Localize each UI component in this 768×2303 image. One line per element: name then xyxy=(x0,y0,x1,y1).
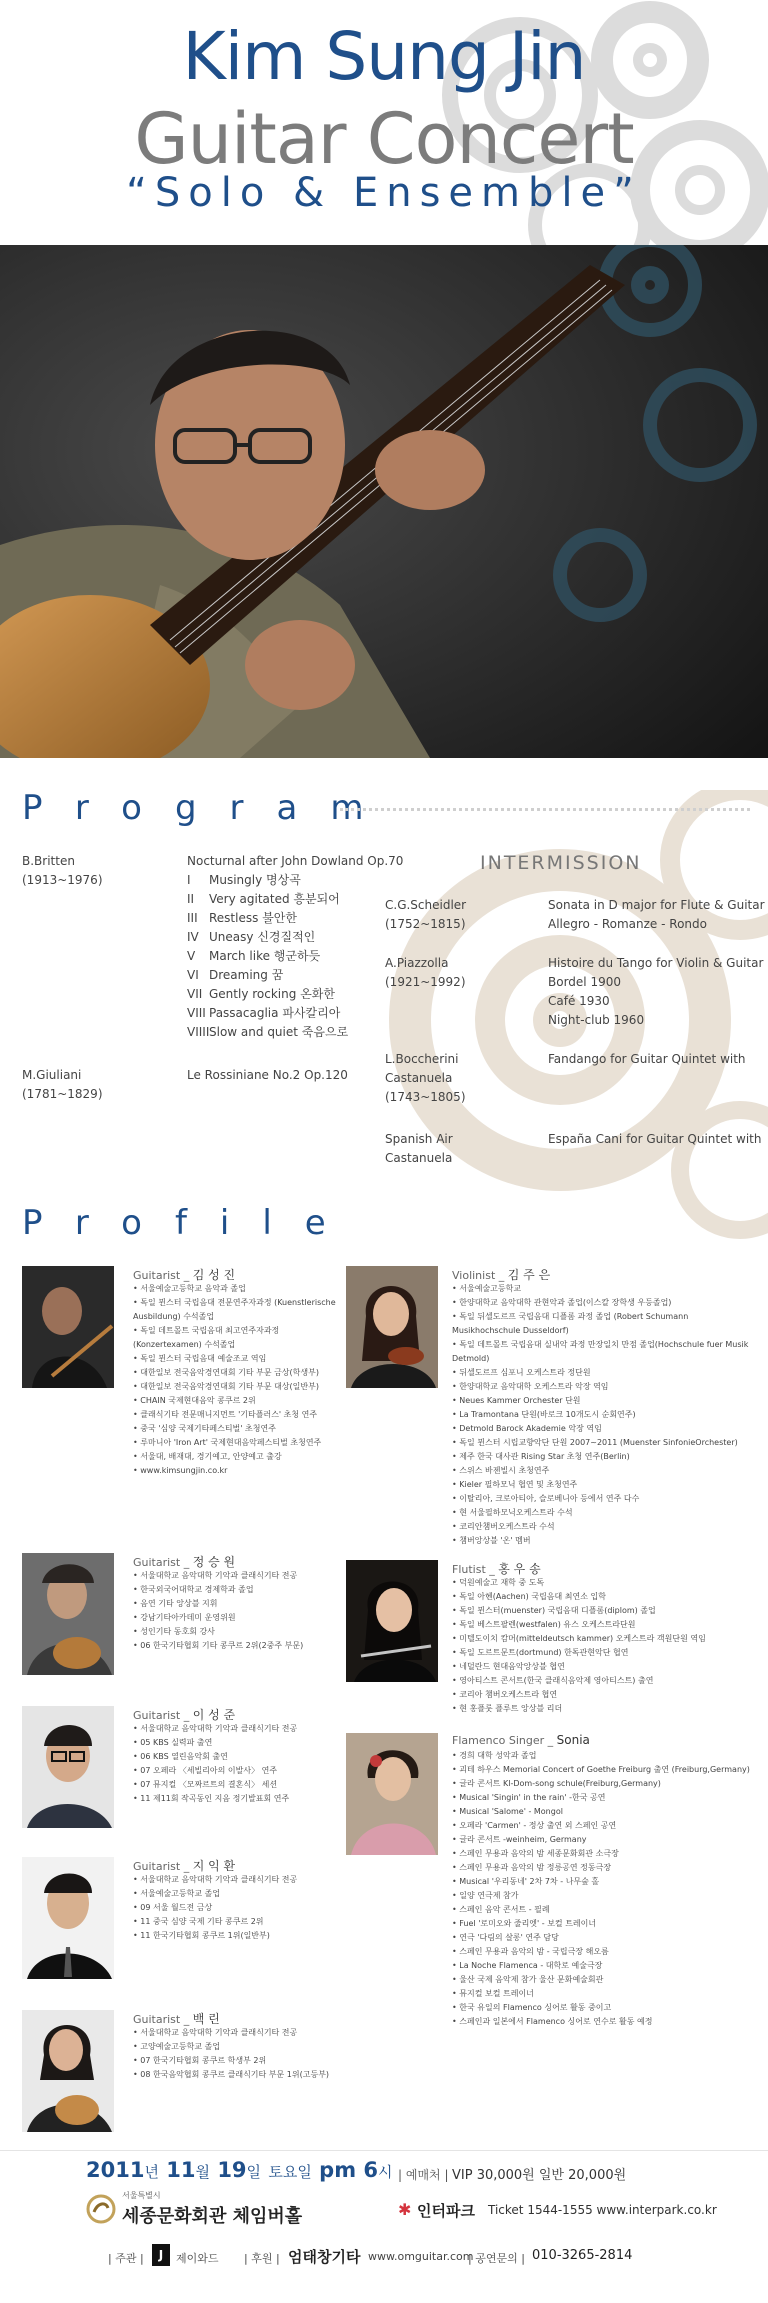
profile-name-baek-rin: Guitarist _ 백 린 xyxy=(133,2012,220,2026)
footer-divider xyxy=(0,2150,768,2152)
scheidler-work-movements: Allegro - Romanze - Rondo xyxy=(548,917,707,931)
profile-photo-jung-seungwon xyxy=(22,1553,114,1675)
profile-bio-ji-ikhwan: • 서울대학교 음악대학 기악과 클래식기타 전공 • 서울예술고등학교 졸업 • 09 서울 월드전 금상 • 11 중국 심양 국제 기타 콩쿠르 2위 • 11 한국기타협회 콩쿠르 1위(일반부) xyxy=(133,1873,343,1943)
profile-photo-hong-wusong xyxy=(346,1560,438,1682)
boccherini-work: Fandango for Guitar Quintet with xyxy=(548,1052,746,1066)
ticket-price: VIP 30,000원 일반 20,000원 xyxy=(452,2168,627,2183)
concert-title-type: Guitar Concert xyxy=(134,98,634,180)
movement-4: IV Uneasy 신경질적인 xyxy=(187,930,316,944)
profile-photo-baek-rin xyxy=(22,2010,114,2132)
spanish-air-work: España Cani for Guitar Quintet with xyxy=(548,1132,762,1146)
piazzolla-composer: A.Piazzolla xyxy=(385,956,449,970)
profile-photo-kim-jueun xyxy=(346,1266,438,1388)
scheidler-block xyxy=(385,896,466,934)
scheidler-work-title: Sonata in D major for Flute & Guitar xyxy=(548,898,765,912)
poster-header xyxy=(0,0,768,245)
piazzolla-mvt-1: Bordel 1900 xyxy=(548,975,621,989)
program-left xyxy=(22,852,103,890)
sponsor-url[interactable]: www.omguitar.com xyxy=(368,2250,474,2263)
performer-photo xyxy=(0,245,768,758)
movement-1: I Musingly 명상곡 xyxy=(187,873,301,887)
giuliani-composer: M.Giuliani xyxy=(22,1068,82,1082)
profile-photo-sonia xyxy=(346,1733,438,1855)
sponsor-label: | 후원 | xyxy=(244,2252,280,2265)
ticket-contact: Ticket 1544-1555 www.interpark.co.kr xyxy=(488,2203,717,2217)
britten-work-block xyxy=(187,852,403,1042)
scheidler-composer: C.G.Scheidler xyxy=(385,898,467,912)
profile-name-jung-seungwon: Guitarist _ 정 승 원 xyxy=(133,1555,236,1569)
britten-composer: B.Britten xyxy=(22,854,75,868)
giuliani-dates: (1781~1829) xyxy=(22,1087,103,1101)
boccherini-composer: L.Boccherini xyxy=(385,1052,459,1066)
movement-7: VII Gently rocking 온화한 xyxy=(187,987,335,1001)
piazzolla-mvt-3: Night-club 1960 xyxy=(548,1013,645,1027)
movement-2: II Very agitated 흥분되어 xyxy=(187,892,340,906)
profile-bio-lee-sungjun: • 서울대학교 음악대학 기악과 클래식기타 전공 • 05 KBS 실력파 출연 • 06 KBS 열린음악회 출연 • 07 오페라 〈세빌리아의 이발사〉 연주 • 07 뮤지컬 〈모짜르트의 결혼식〉 세션 • 11 제11회 작곡동인 지음 정기발표회 연주 xyxy=(133,1722,343,1806)
profile-bio-hong-wusong: • 덕원예술고 재학 중 도독 • 독일 아헨(Aachen) 국립음대 최연소 입학 • 독일 뮌스터(muenster) 국립음대 디플롬(diplom) 졸업 • 독일 베스트팔렌(westfalen) 유스 오케스트라단원 • 미텔도이치 캄머(mitteldeutsch kammer) 오케스트라 객원단원 역임 • 독일 도르트문트(dortmund) 한독관현악단 협연 • 네덜란드 현대음악앙상블 협연 • 영아티스트 콘서트(한국 클래식음악제 영아티스트) 출연 • 코리아 챔버오케스트라 협연 • 현 홍플룻 플루트 앙상블 리더 xyxy=(452,1576,752,1716)
interpark-logo-icon: ✱ xyxy=(398,2200,412,2219)
profile-bio-jung-seungwon: • 서울대학교 음악대학 기악과 클래식기타 전공 • 한국외국어대학교 경제학과 졸업 • 음연 기타 앙상블 지휘 • 강남기타아카데미 운영위원 • 성인기타 동호회 강사 • 06 한국기타협회 기타 콩쿠르 2위(2중주 부문) xyxy=(133,1569,343,1653)
program-divider xyxy=(340,808,750,811)
britten-work: Nocturnal after John Dowland Op.70 xyxy=(187,854,404,868)
profile-name-kim-sungjin: Guitarist _ 김 성 진 xyxy=(133,1268,236,1282)
profile-name-hong-wusong: Flutist _ 홍 우 송 xyxy=(452,1562,541,1576)
venue-name: 세종문화회관 체임버홀 xyxy=(122,2206,303,2227)
jway-logo-icon: J xyxy=(152,2244,170,2266)
movement-5: V March like 행군하듯 xyxy=(187,949,321,963)
movement-6: VI Dreaming 꿈 xyxy=(187,968,284,982)
piazzolla-work xyxy=(548,954,763,1030)
concert-date: 2011년 11월 19일 토요일 pm 6시 xyxy=(86,2158,393,2182)
boccherini-block xyxy=(385,1050,466,1107)
boccherini-dates: (1743~1805) xyxy=(385,1090,466,1104)
venue-city: 서울특별시 xyxy=(122,2191,161,2200)
piazzolla-work-title: Histoire du Tango for Violin & Guitar xyxy=(548,956,764,970)
profile-bio-kim-jueun: • 서울예술고등학교 • 한양대학교 음악대학 관현악과 졸업(이스칼 장학생 우등졸업) • 독일 뒤셀도르프 국립음대 디플롬 과정 졸업 (Robert Schumann Musikhochschule Dusseldorf) • 독일 데트몰트 국립음대 실내악 과정 만장일치 만점 졸업(Hochschule fuer Musik Detmold) • 뒤셀도르프 심포니 오케스트라 정단원 • 한양대학교 음악대학 오케스트라 악장 역임 • Neues Kammer Orchester 단원 • La Tramontana 단원(바로크 10개도시 순회연주) • Detmold Barock Akademie 악장 역임 • 독일 뮌스터 시립교향악단 단원 2007~2011 (Muenster SinfonieOrchester) • 제주 한국 대사관 Rising Star 초청 연주(Berlin) • 스위스 바젠빌시 초청연주 • Kieler 필하모닉 협연 및 초청연주 • 이탈리아, 크로아티아, 슬로베니아 등에서 연주 다수 • 현 서울필하모닉오케스트라 수석 • 코리안챔버오케스트라 수석 • 챔버앙상블 '온' 멤버 xyxy=(452,1282,752,1548)
profile-heading: Profile xyxy=(22,1203,359,1243)
profile-name-ji-ikhwan: Guitarist _ 지 익 환 xyxy=(133,1859,236,1873)
profile-bio-baek-rin: • 서울대학교 음악대학 기악과 클래식기타 전공 • 고양예술고등학교 졸업 • 07 한국기타협회 콩쿠르 학생부 2위 • 08 한국음악협회 콩쿠르 클래식기타 부문 1위(고등부) xyxy=(133,2026,343,2082)
movement-3: III Restless 불안한 xyxy=(187,911,297,925)
movement-9: VIIIISlow and quiet 죽음으로 xyxy=(187,1025,349,1039)
giuliani-work: Le Rossiniane No.2 Op.120 xyxy=(187,1068,348,1082)
intermission-label: INTERMISSION xyxy=(480,852,642,874)
host-label: | 주관 | xyxy=(108,2252,144,2265)
sponsor-name: 엄태창기타 xyxy=(288,2248,361,2266)
program-heading: Program xyxy=(22,788,397,828)
contact-label: | 공연문의 | xyxy=(468,2252,525,2265)
scheidler-work xyxy=(548,896,765,934)
profile-name-kim-jueun: Violinist _ 김 주 은 xyxy=(452,1268,551,1282)
piazzolla-block xyxy=(385,954,466,992)
host-name: 제이와드 xyxy=(176,2252,219,2265)
interpark-name: 인터파크 xyxy=(417,2202,475,2220)
profile-photo-kim-sungjin xyxy=(22,1266,114,1388)
piazzolla-mvt-2: Café 1930 xyxy=(548,994,610,1008)
piazzolla-dates: (1921~1992) xyxy=(385,975,466,989)
contact-phone: 010-3265-2814 xyxy=(532,2248,633,2263)
concert-subtitle: “Solo & Ensemble” xyxy=(126,170,642,216)
movement-8: VIII Passacaglia 파사칼리아 xyxy=(187,1006,341,1020)
giuliani-block xyxy=(22,1066,103,1104)
scheidler-dates: (1752~1815) xyxy=(385,917,466,931)
profile-name-lee-sungjun: Guitarist _ 이 성 준 xyxy=(133,1708,236,1722)
sejong-logo-icon xyxy=(86,2194,116,2224)
spanish-air-title: Spanish Air xyxy=(385,1132,453,1146)
boccherini-composer2: Castanuela xyxy=(385,1071,453,1085)
profile-name-sonia: Flamenco Singer _ Sonia xyxy=(452,1733,590,1747)
britten-dates: (1913~1976) xyxy=(22,873,103,887)
profile-bio-kim-sungjin: • 서울예술고등학교 음악과 졸업 • 독일 뮌스터 국립음대 전문연주자과정 (Kuenstlerische Ausbildung) 수석졸업 • 독일 데트몰트 국립음대 최고연주자과정(Konzertexamen) 수석졸업 • 독일 뮌스터 국립음대 예술조교 역임 • 대한일보 전국음악경연대회 기타 부문 금상(학생부) • 대한일보 전국음악경연대회 기타 부문 대상(일반부) • CHAIN 국제현대음악 콩쿠르 2위 • 클래식기타 전문매니지먼트 '기타플러스' 초청 연주 • 중국 '심양 국제기타페스티벌' 초청연주 • 루마니아 'Iron Art' 국제현대음악페스티벌 초청연주 • 서울대, 배재대, 경기예고, 안양예고 출강 • www.kimsungjin.co.kr xyxy=(133,1282,343,1478)
profile-photo-ji-ikhwan xyxy=(22,1857,114,1979)
ticket-vendor-label: | 예매처 | xyxy=(398,2168,449,2182)
concert-title-name: Kim Sung Jin xyxy=(182,18,586,95)
spanish-air-title2: Castanuela xyxy=(385,1151,453,1165)
profile-bio-sonia: • 경희 대학 성악과 졸업 • 괴테 하우스 Memorial Concert of Goethe Freiburg 출연 (Freiburg,Germany) • 글라 콘서트 Kl-Dom-song schule(Freiburg,Germany) • Musical 'Singin' in the rain' -한국 공연 • Musical 'Salome' - Mongol • 오페라 'Carmen' - 정상 출연 외 스페인 공연 • 글라 콘서트 -weinheim, Germany • 스페인 무용과 음악의 밤 세종문화회관 소극장 • 스페인 무용과 음악의 밤 정릉공연 정동극장 • Musical '우리동네' 2차 7차 - 나무숲 홀 • 일양 연극제 참가 • 스페인 음악 콘서트 - 필례 • Fuel '로미오와 줄리엣' - 보컬 트레이너 • 연극 '다림의 살롱' 연주 담당 • 스페인 무용과 음악의 밤 - 국립극장 해오름 • La Noche Flamenca - 대학로 예술극장 • 울산 국제 음악제 참가 울산 문화예술회관 • 뮤지컬 보컬 트레이너 • 한국 유일의 Flamenco 싱어로 활동 중이고 • 스페인과 일본에서 Flamenco 싱어로 연수로 활동 예정 xyxy=(452,1749,752,2029)
profile-photo-lee-sungjun xyxy=(22,1706,114,1828)
spanish-air-block xyxy=(385,1130,453,1168)
